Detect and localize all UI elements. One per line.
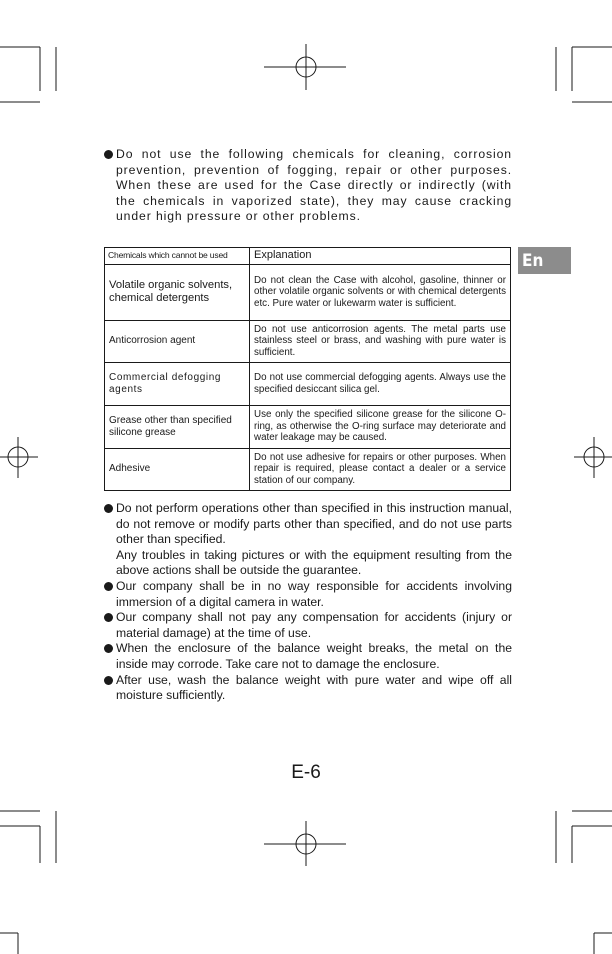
page-number: E-6: [291, 762, 321, 783]
language-tab: En: [518, 247, 571, 274]
chemical-cell: Volatile organic solvents, chemical detergents: [105, 264, 250, 320]
chemical-cell: Adhesive: [105, 448, 250, 490]
chemicals-table: [104, 247, 511, 491]
list-item: [104, 501, 512, 579]
explanation-cell: Do not clean the Case with alcohol, gasoline, thinner or other volatile organic solvents or with chemical detergents etc. Pure water or lukewarm water is sufficient.: [250, 264, 511, 320]
table-row: [105, 362, 511, 405]
explanation-cell: Do not use commercial defogging agents. Always use the specified desiccant silica gel.: [250, 362, 511, 405]
table-row: [105, 320, 511, 362]
list-item-text: When the enclosure of the balance weight breaks, the metal on the inside may corrode. Take care not to damage the enclosure.: [116, 641, 512, 671]
bullet-dot-icon: [104, 644, 113, 653]
explanation-cell: Do not use adhesive for repairs or other purposes. When repair is required, please contact a dealer or a service station of our company.: [250, 448, 511, 490]
list-item: [104, 579, 512, 610]
list-item: [104, 610, 512, 641]
intro-bullet-text: Do not use the following chemicals for cleaning, corrosion prevention, prevention of fogging, repair or other purposes. When these are used for the Case directly or indirectly (with the chemicals in vaporized state), they may cause cracking under high pressure or other problems.: [116, 147, 512, 224]
list-item-text: Do not perform operations other than specified in this instruction manual, do not remove or modify parts other than specified, and do not use parts other than specified.: [116, 501, 512, 547]
notes-list: [104, 501, 512, 704]
chemical-cell: Grease other than specified silicone grease: [105, 405, 250, 448]
bullet-dot-icon: [104, 504, 113, 513]
explanation-cell: Use only the specified silicone grease for the silicone O-ring, as otherwise the O-ring surface may deteriorate and water leakage may be caused.: [250, 405, 511, 448]
chemical-cell: Commercial defogging agents: [105, 362, 250, 405]
bullet-dot-icon: [104, 150, 113, 159]
list-item: [104, 641, 512, 672]
table-row: [105, 405, 511, 448]
intro-bullet: [104, 147, 512, 225]
bullet-dot-icon: [104, 582, 113, 591]
table-header-explanation: Explanation: [250, 248, 511, 265]
list-item-text: Our company shall be in no way responsible for accidents involving immersion of a digital camera in water.: [116, 578, 512, 609]
table-row: [105, 264, 511, 320]
list-item-text: After use, wash the balance weight with pure water and wipe off all moisture sufficiently.: [116, 672, 512, 703]
bullet-dot-icon: [104, 676, 113, 685]
list-item-text: Our company shall not pay any compensation for accidents (injury or material damage) at the time of use.: [116, 610, 512, 640]
table-row: [105, 448, 511, 490]
bullet-dot-icon: [104, 613, 113, 622]
table-header-row: [105, 248, 511, 265]
list-item: [104, 673, 512, 704]
list-item-extra-text: Any troubles in taking pictures or with the equipment resulting from the above actions shall be outside the guarantee.: [116, 547, 512, 578]
chemical-cell: Anticorrosion agent: [105, 320, 250, 362]
table-header-chemicals: Chemicals which cannot be used: [105, 248, 250, 265]
explanation-cell: Do not use anticorrosion agents. The metal parts use stainless steel or brass, and washing with pure water is sufficient.: [250, 320, 511, 362]
